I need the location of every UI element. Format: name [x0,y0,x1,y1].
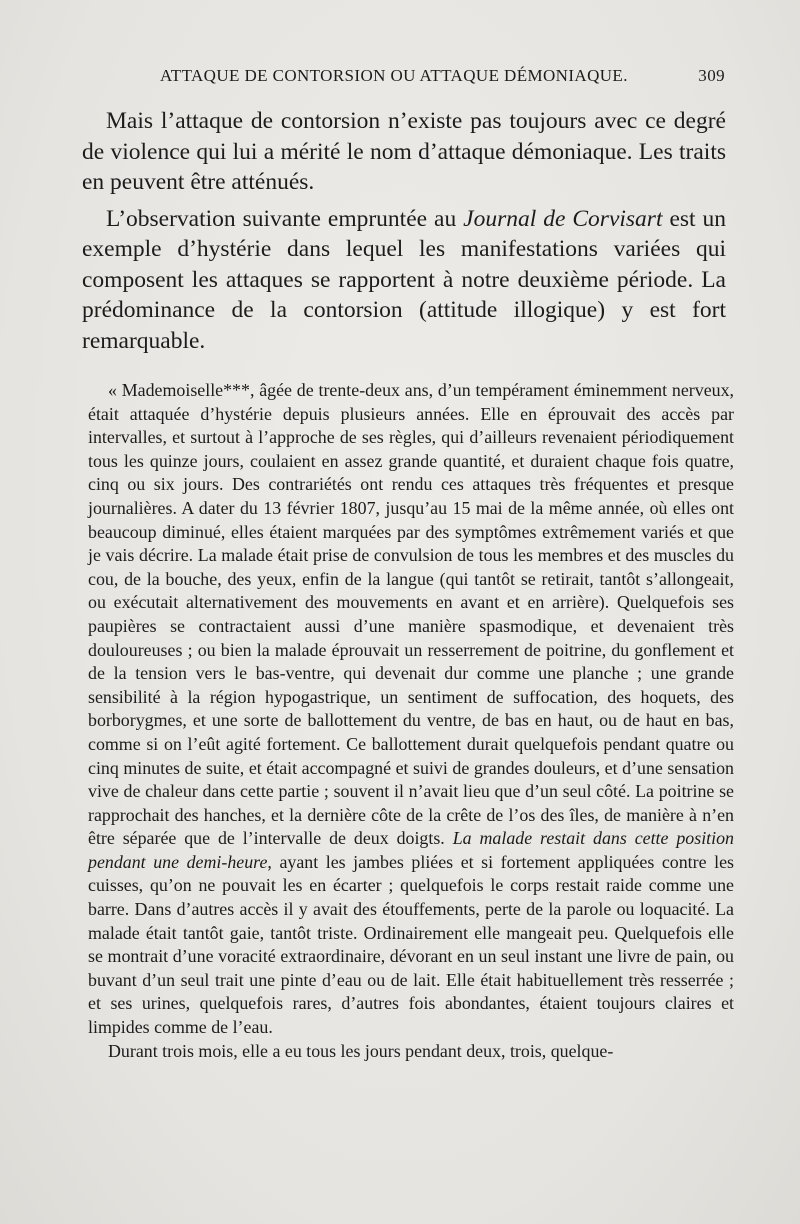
paragraph-2 [82,204,726,357]
paragraph-2-end: est un exemple d’hystérie dans lequel les manifestations variées qui composent les attaques se rapportent à notre deuxième période. La prédominance de la contorsion (attitude illogique) y est fort remarquable. [82,205,727,354]
quoted-observation [88,379,734,1063]
page-number: 309 [698,66,725,85]
running-head [160,66,725,92]
quote-continuation: Durant trois mois, elle a eu tous les jours pendant deux, trois, quelque- [108,1040,614,1061]
quote-part-2: , ayant les jambes pliées et si fortement appliquées contre les cuisses, qu’on ne pouvait les en écarter ; quelquefois le corps restait raide comme une barre. Dans d’autres accès il y avait des étouffements, perte de la parole ou loquacité. La malade était tantôt gaie, tantôt triste. Ordinairement elle mangeait peu. Quelquefois elle se montrait d’une voracité extraordinaire, dévorant en un seul instant une livre de pain, ou buvant d’un seul trait une pinte d’eau ou de lait. Elle était habituellement très resserrée ; et ses urines, quelquefois rares, d’autres fois abondantes, étaient toujours claires et limpides comme de l’eau. [88,851,734,1038]
paragraph-2-start: L’observation suivante empruntée au [106,205,464,232]
main-text [82,106,726,362]
quote-italic: La malade restait dans cette position pendant une demi-heure [88,828,735,872]
quote-part-1: « Mademoiselle***, âgée de trente-deux ans, d’un tempérament éminemment nerveux, était attaquée d’hystérie depuis plusieurs années. Elle en éprouvait des accès par intervalles, et surtout à l’approche de ses règles, qui d’ailleurs revenaient périodiquement tous les quinze jours, coulaient en assez grande quantité, et duraient chaque fois quatre, cinq ou six jours. Des contrariétés ont rendu ces attaques très fréquentes et presque journalières. A dater du 13 février 1807, jusqu’au 15 mai de la même année, où elles ont beaucoup diminué, elles étaient marquées par des symptômes extrêmement variés et que je vais décrire. La malade était prise de convulsion de tous les membres et des muscles du cou, de la bouche, des yeux, enfin de la langue (qui tantôt se retirait, tantôt s’allongeait, ou exécutait alternativement des mouvements en avant et en arrière). Quelquefois ses paupières se contractaient aussi d’une manière spasmodique, et devenaient très douloureuses ; ou bien la malade éprouvait un resserrement de poitrine, du gonflement et de la tension vers le bas-ventre, qui devenait dur comme une planche ; une grande sensibilité à la région hypogastrique, un sentiment de suffocation, des hoquets, des borborygmes, et une sorte de ballottement du ventre, de bas en haut, ou de haut en bas, comme si on l’eût agité fortement. Ce ballottement durait quelquefois pendant quatre ou cinq minutes de suite, et était accompagné et suivi de grandes douleurs, et d’une sensation vive de chaleur dans cette partie ; souvent il n’avait lieu que d’un seul côté. La poitrine se rapprochait des hanches, et la dernière côte de la crête de l’os des îles, de manière à n’en être séparée que de l’intervalle de deux doigts. [88,380,734,849]
running-head-title: ATTAQUE DE CONTORSION OU ATTAQUE DÉMONIAQUE. [160,66,628,85]
journal-title: Journal de Corvisart [463,205,663,232]
quote-paragraph [88,379,734,1040]
paragraph-1: Mais l’attaque de contorsion n’existe pas toujours avec ce degré de violence qui lui a mérité le nom d’attaque démoniaque. Les traits en peuvent être atténués. [82,108,726,195]
